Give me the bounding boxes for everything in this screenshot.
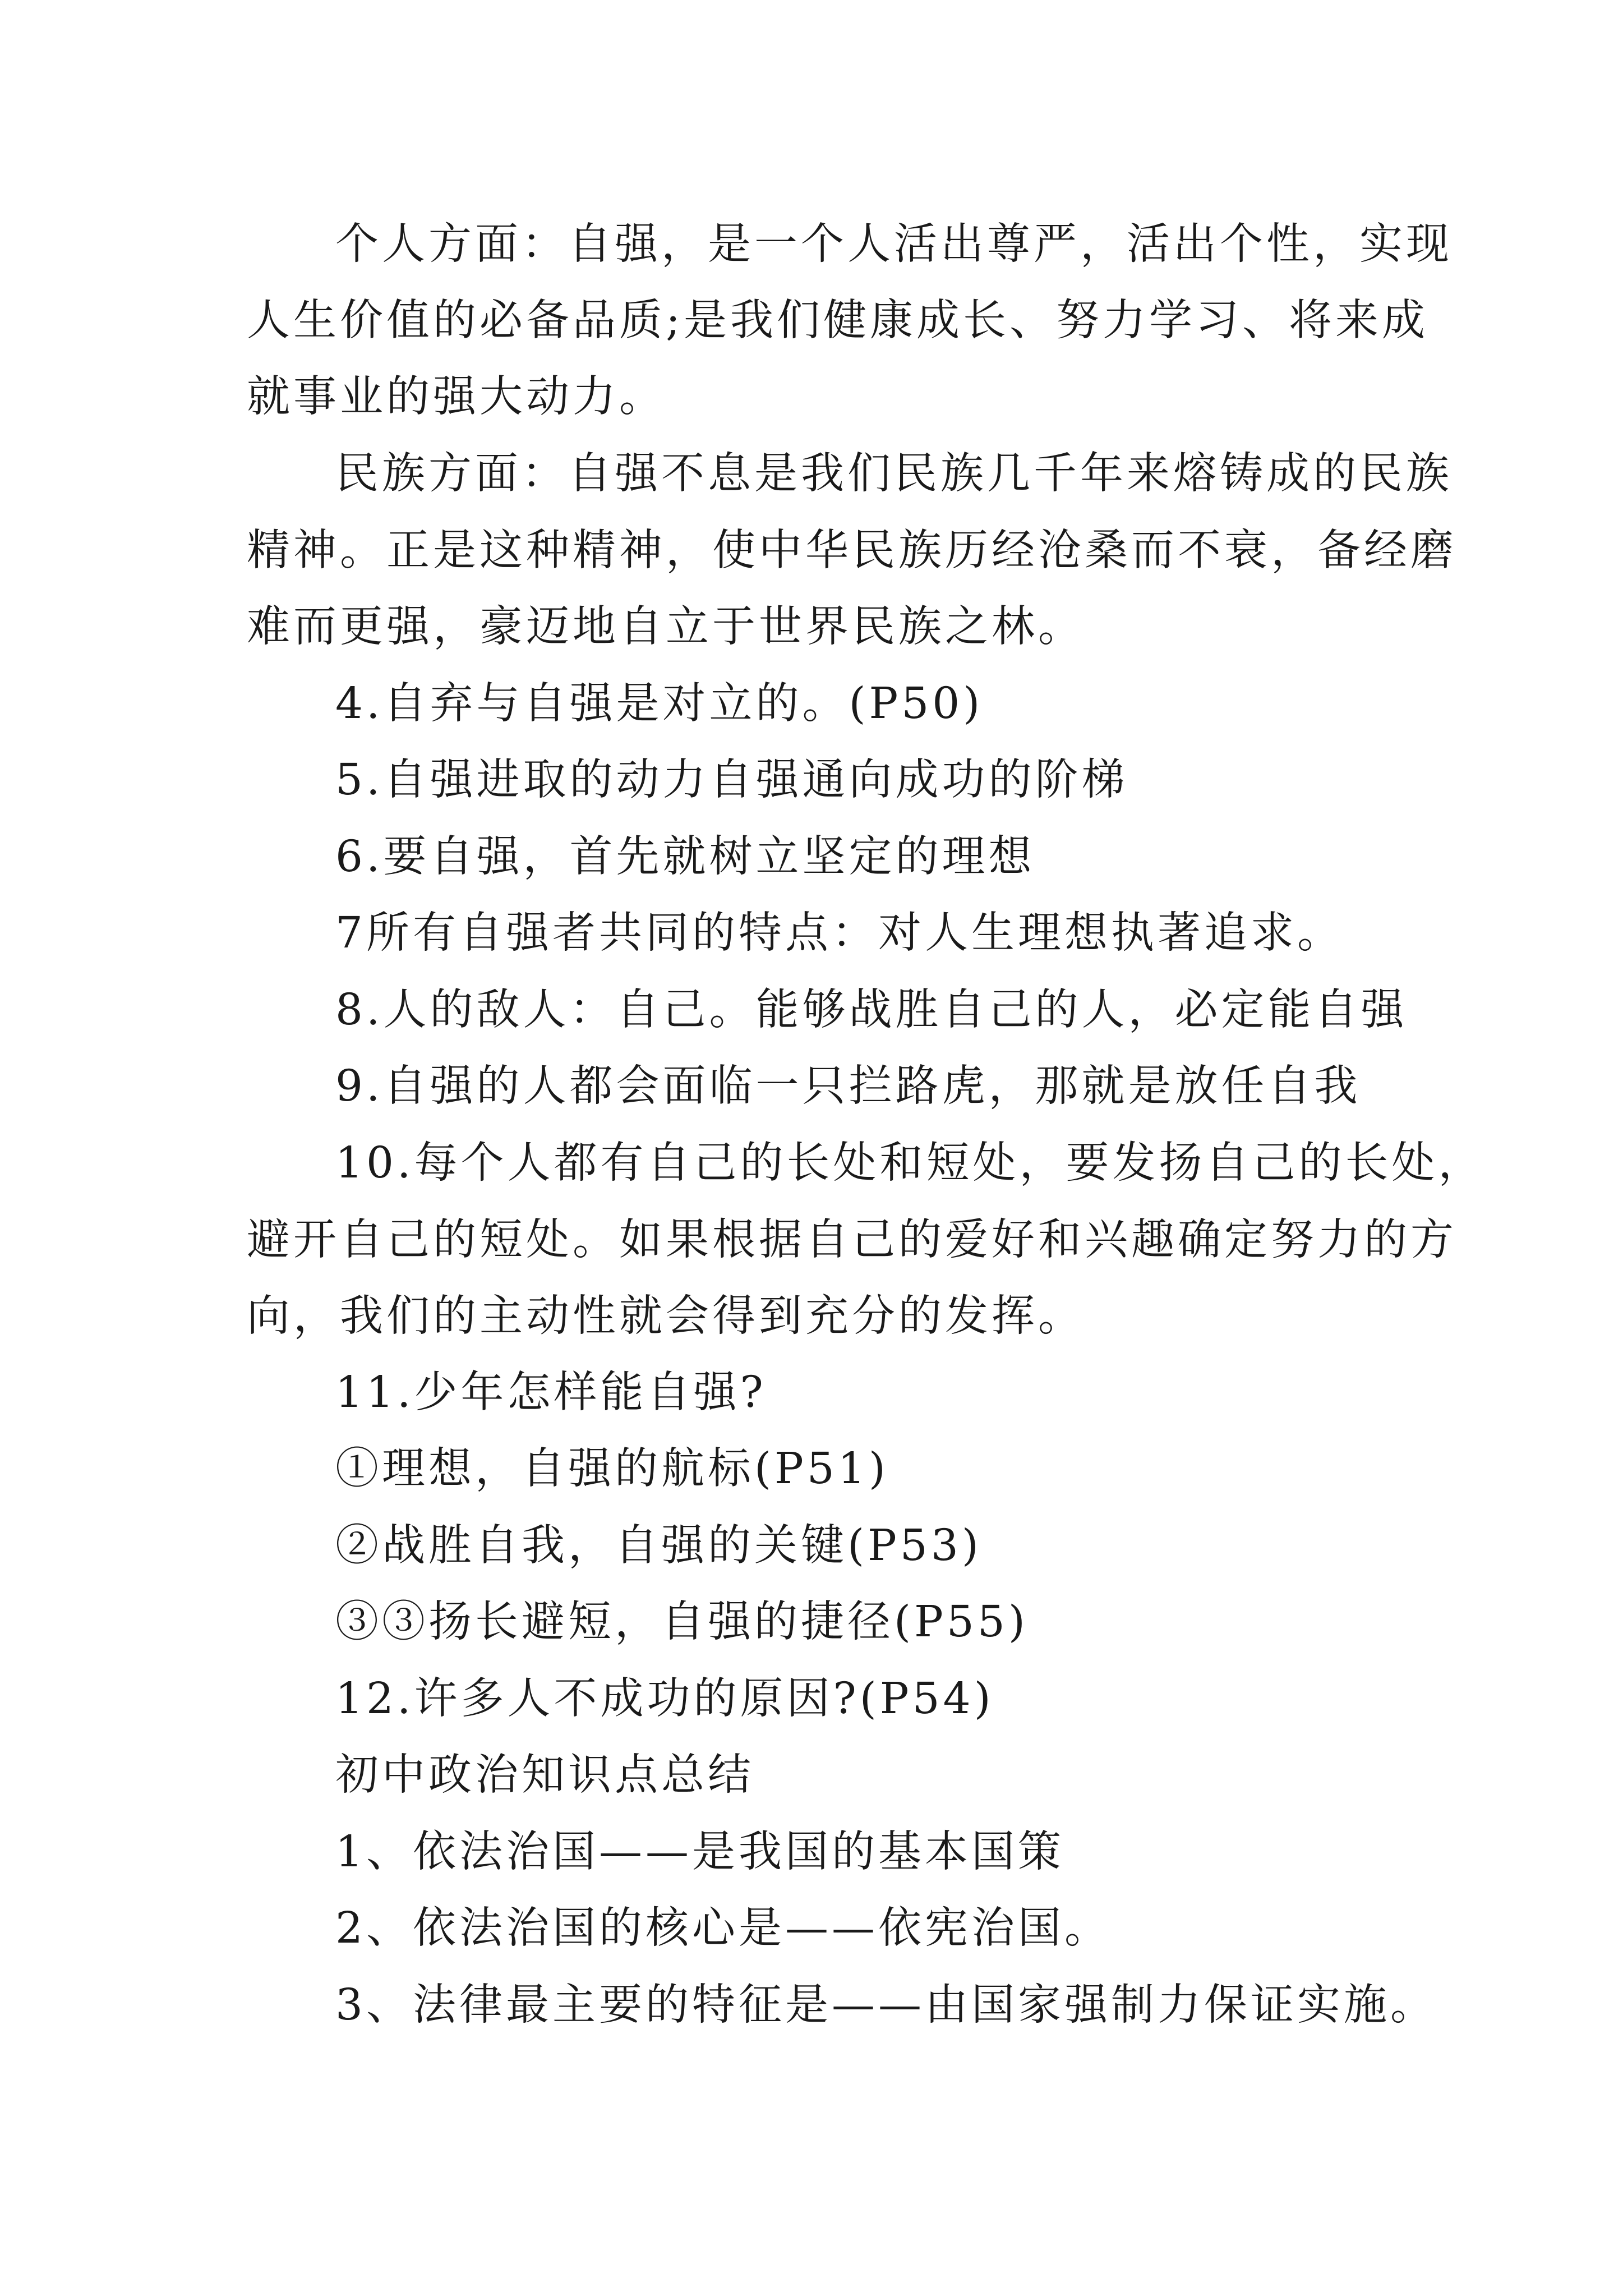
list-item-5: 5.自强进取的动力自强通向成功的阶梯: [335, 755, 1128, 805]
list-item-12: 12.许多人不成功的原因?(P54): [335, 1674, 994, 1724]
list-item-10-line-2: 避开自己的短处。如果根据自己的爱好和兴趣确定努力的方: [247, 1215, 1457, 1265]
list-item-6: 6.要自强，首先就树立坚定的理想: [335, 832, 1035, 882]
list-item-8: 8.人的敌人：自己。能够战胜自己的人，必定能自强: [335, 985, 1408, 1035]
list-item-10-line-3: 向，我们的主动性就会得到充分的发挥。: [247, 1291, 1085, 1341]
list-item-11-sub-2: ②战胜自我，自强的关键(P53): [335, 1521, 982, 1571]
paragraph-personal-line-1: 个人方面：自强，是一个人活出尊严，活出个性，实现: [335, 219, 1453, 269]
list-item-11-sub-3: ③③扬长避短，自强的捷径(P55): [335, 1597, 1029, 1647]
knowledge-point-3: 3、法律最主要的特征是——由国家强制力保证实施。: [335, 1980, 1437, 2030]
knowledge-point-2: 2、依法治国的核心是——依宪治国。: [335, 1903, 1111, 1953]
list-item-7: 7所有自强者共同的特点：对人生理想执著追求。: [335, 908, 1344, 958]
paragraph-nation-line-2: 精神。正是这种精神，使中华民族历经沧桑而不衰，备经磨: [247, 526, 1457, 576]
paragraph-personal-line-3: 就事业的强大动力。: [247, 372, 666, 422]
paragraph-personal-line-2: 人生价值的必备品质;是我们健康成长、努力学习、将来成: [247, 296, 1428, 346]
list-item-11-sub-1: ①理想，自强的航标(P51): [335, 1444, 889, 1494]
list-item-10-line-1: 10.每个人都有自己的长处和短处，要发扬自己的长处，: [335, 1138, 1485, 1188]
knowledge-point-1: 1、依法治国——是我国的基本国策: [335, 1827, 1064, 1877]
section-title: 初中政治知识点总结: [335, 1750, 754, 1800]
list-item-9: 9.自强的人都会面临一只拦路虎，那就是放任自我: [335, 1061, 1361, 1111]
paragraph-nation-line-1: 民族方面：自强不息是我们民族几千年来熔铸成的民族: [335, 449, 1453, 499]
paragraph-nation-line-3: 难而更强，豪迈地自立于世界民族之林。: [247, 602, 1085, 652]
list-item-4: 4.自弃与自强是对立的。(P50): [335, 679, 984, 729]
list-item-11: 11.少年怎样能自强?: [335, 1368, 767, 1418]
